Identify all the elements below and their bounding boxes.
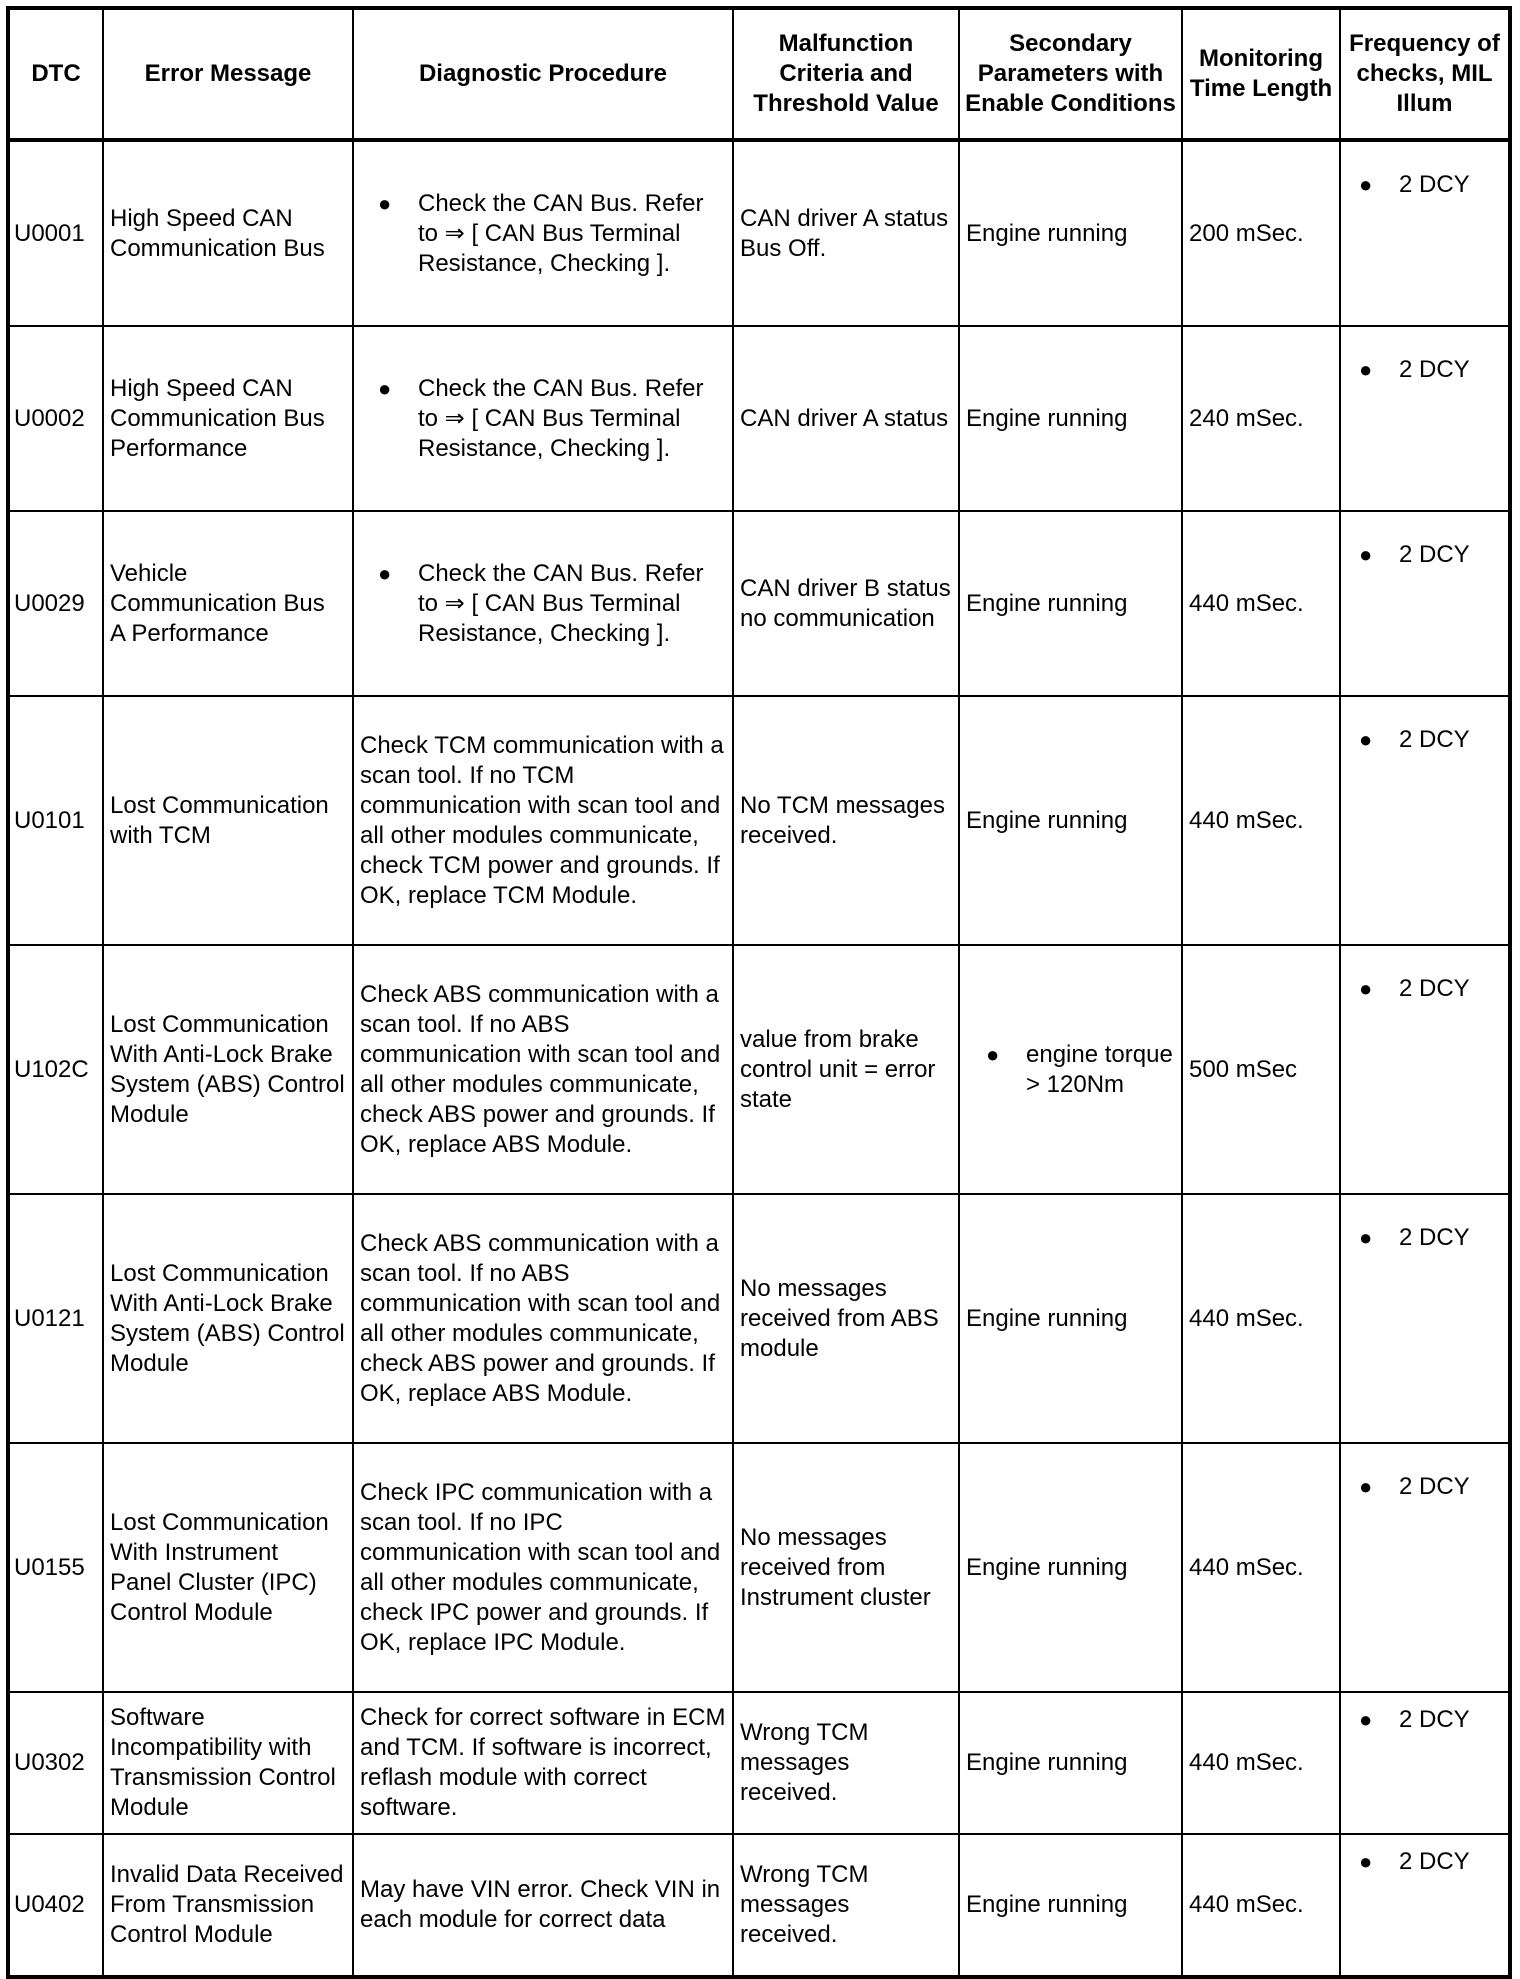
frequency (1340, 326, 1510, 511)
bullet-icon (1359, 1472, 1399, 1502)
secondary-parameters: Engine running (959, 1194, 1182, 1443)
header-row (8, 8, 1510, 140)
monitoring-time: 200 mSec. (1182, 140, 1340, 326)
frequency (1340, 511, 1510, 696)
error-message: Lost Communication With Instrument Panel Cluster (IPC) Control Module (103, 1443, 353, 1692)
error-message: High Speed CAN Communication Bus (103, 140, 353, 326)
monitoring-time: 240 mSec. (1182, 326, 1340, 511)
diagnostic-procedure: Check for correct software in ECM and TCM. If software is incorrect, reflash module with correct software. (353, 1692, 733, 1834)
dtc-code: U0002 (8, 326, 103, 511)
monitoring-time: 500 mSec (1182, 945, 1340, 1194)
malfunction-criteria: CAN driver A status (733, 326, 959, 511)
malfunction-criteria: No messages received from ABS module (733, 1194, 959, 1443)
frequency (1340, 1194, 1510, 1443)
diagnostic-procedure: Check TCM communication with a scan tool. If no TCM communication with scan tool and all other modules communicate, check TCM power and grounds. If OK, replace TCM Module. (353, 696, 733, 945)
diagnostic-procedure (353, 140, 733, 326)
secondary-parameters (959, 945, 1182, 1194)
header-error-message: Error Message (103, 8, 353, 140)
frequency-text: 2 DCY (1399, 975, 1470, 1002)
frequency (1340, 1443, 1510, 1692)
bullet-icon (378, 559, 418, 589)
frequency-text: 2 DCY (1399, 541, 1470, 568)
error-message: Lost Communication with TCM (103, 696, 353, 945)
error-message: Lost Communication With Anti-Lock Brake System (ABS) Control Module (103, 1194, 353, 1443)
bullet-icon (1359, 1705, 1399, 1735)
frequency-text: 2 DCY (1399, 356, 1470, 383)
error-message: High Speed CAN Communication Bus Performance (103, 326, 353, 511)
monitoring-time: 440 mSec. (1182, 1443, 1340, 1692)
malfunction-criteria: No messages received from Instrument cluster (733, 1443, 959, 1692)
table-row (8, 1834, 1510, 1977)
monitoring-time: 440 mSec. (1182, 1194, 1340, 1443)
frequency (1340, 1834, 1510, 1977)
malfunction-criteria: No TCM messages received. (733, 696, 959, 945)
secondary-parameters: Engine running (959, 1692, 1182, 1834)
table-row (8, 696, 1510, 945)
malfunction-criteria: Wrong TCM messages received. (733, 1834, 959, 1977)
header-secondary-parameters: Secondary Parameters with Enable Conditions (959, 8, 1182, 140)
table-row (8, 1692, 1510, 1834)
dtc-code: U0001 (8, 140, 103, 326)
monitoring-time: 440 mSec. (1182, 696, 1340, 945)
diagnostic-procedure: Check ABS communication with a scan tool. If no ABS communication with scan tool and all other modules communicate, check ABS power and grounds. If OK, replace ABS Module. (353, 1194, 733, 1443)
bullet-icon (986, 1040, 1026, 1070)
secondary-parameters: Engine running (959, 1834, 1182, 1977)
header-monitoring-time: Monitoring Time Length (1182, 8, 1340, 140)
secondary-parameters: Engine running (959, 696, 1182, 945)
table-row (8, 511, 1510, 696)
secondary-text: engine torque > 120Nm (1026, 1040, 1173, 1098)
table-row (8, 326, 1510, 511)
error-message: Invalid Data Received From Transmission Control Module (103, 1834, 353, 1977)
bullet-icon (1359, 540, 1399, 570)
dtc-table (6, 6, 1512, 1979)
bullet-icon (1359, 355, 1399, 385)
table-row (8, 1194, 1510, 1443)
dtc-code: U102C (8, 945, 103, 1194)
bullet-icon (378, 374, 418, 404)
procedure-text: Check the CAN Bus. Refer to ⇒ [ CAN Bus Terminal Resistance, Checking ]. (418, 189, 704, 277)
malfunction-criteria: CAN driver B status no communication (733, 511, 959, 696)
frequency (1340, 696, 1510, 945)
diagnostic-procedure (353, 326, 733, 511)
monitoring-time: 440 mSec. (1182, 511, 1340, 696)
frequency-text: 2 DCY (1399, 1473, 1470, 1500)
diagnostic-procedure (353, 511, 733, 696)
secondary-parameters: Engine running (959, 1443, 1182, 1692)
bullet-icon (378, 189, 418, 219)
diagnostic-procedure: Check IPC communication with a scan tool. If no IPC communication with scan tool and all other modules communicate, check IPC power and grounds. If OK, replace IPC Module. (353, 1443, 733, 1692)
diagnostic-procedure: May have VIN error. Check VIN in each module for correct data (353, 1834, 733, 1977)
error-message: Vehicle Communication Bus A Performance (103, 511, 353, 696)
frequency-text: 2 DCY (1399, 171, 1470, 198)
dtc-code: U0121 (8, 1194, 103, 1443)
error-message: Software Incompatibility with Transmission Control Module (103, 1692, 353, 1834)
frequency (1340, 140, 1510, 326)
header-dtc: DTC (8, 8, 103, 140)
frequency-text: 2 DCY (1399, 1224, 1470, 1251)
frequency (1340, 945, 1510, 1194)
bullet-icon (1359, 170, 1399, 200)
frequency-text: 2 DCY (1399, 1848, 1470, 1875)
dtc-code: U0302 (8, 1692, 103, 1834)
table-row (8, 945, 1510, 1194)
malfunction-criteria: value from brake control unit = error state (733, 945, 959, 1194)
table-row (8, 140, 1510, 326)
bullet-icon (1359, 1847, 1399, 1877)
frequency-text: 2 DCY (1399, 726, 1470, 753)
monitoring-time: 440 mSec. (1182, 1692, 1340, 1834)
secondary-parameters: Engine running (959, 326, 1182, 511)
frequency-text: 2 DCY (1399, 1706, 1470, 1733)
header-diagnostic-procedure: Diagnostic Procedure (353, 8, 733, 140)
dtc-code: U0402 (8, 1834, 103, 1977)
procedure-text: Check the CAN Bus. Refer to ⇒ [ CAN Bus Terminal Resistance, Checking ]. (418, 374, 704, 462)
table-row (8, 1443, 1510, 1692)
frequency (1340, 1692, 1510, 1834)
bullet-icon (1359, 974, 1399, 1004)
diagnostic-procedure: Check ABS communication with a scan tool. If no ABS communication with scan tool and all other modules communicate, check ABS power and grounds. If OK, replace ABS Module. (353, 945, 733, 1194)
dtc-code: U0101 (8, 696, 103, 945)
secondary-parameters: Engine running (959, 140, 1182, 326)
secondary-parameters: Engine running (959, 511, 1182, 696)
header-malfunction-criteria: Malfunction Criteria and Threshold Value (733, 8, 959, 140)
bullet-icon (1359, 1223, 1399, 1253)
malfunction-criteria: Wrong TCM messages received. (733, 1692, 959, 1834)
error-message: Lost Communication With Anti-Lock Brake System (ABS) Control Module (103, 945, 353, 1194)
dtc-code: U0155 (8, 1443, 103, 1692)
bullet-icon (1359, 725, 1399, 755)
procedure-text: Check the CAN Bus. Refer to ⇒ [ CAN Bus Terminal Resistance, Checking ]. (418, 559, 704, 647)
dtc-code: U0029 (8, 511, 103, 696)
malfunction-criteria: CAN driver A status Bus Off. (733, 140, 959, 326)
monitoring-time: 440 mSec. (1182, 1834, 1340, 1977)
header-frequency: Frequency of checks, MIL Illum (1340, 8, 1510, 140)
